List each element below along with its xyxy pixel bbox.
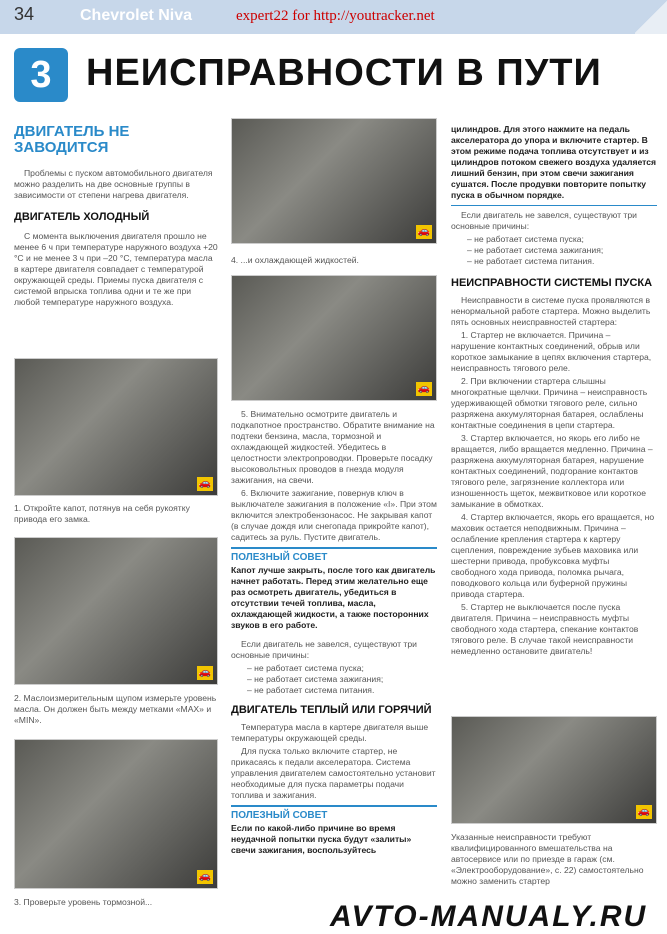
- tip-heading: ПОЛЕЗНЫЙ СОВЕТ: [231, 805, 437, 821]
- paragraph: Если двигатель не завелся, существуют три основные причины:: [451, 210, 637, 231]
- caption: 3. Проверьте уровень тормозной...: [14, 897, 153, 907]
- car-title: Chevrolet Niva: [80, 7, 193, 24]
- list-item: – не работает система питания.: [247, 685, 375, 695]
- page-corner: [635, 0, 667, 34]
- column-3: [451, 124, 657, 659]
- list-item: – не работает система питания.: [467, 256, 595, 266]
- tip-text: Если по какой-либо причине во время неудачной попытки пуска будут «залиты» свечи зажигания, воспользуйтесь: [231, 823, 412, 855]
- subheading-warm: ДВИГАТЕЛЬ ТЕПЛЫЙ ИЛИ ГОРЯЧИЙ: [231, 704, 432, 716]
- subheading-cold: ДВИГАТЕЛЬ ХОЛОДНЫЙ: [14, 211, 150, 223]
- column-1: [14, 124, 219, 310]
- photo-starter: [451, 716, 657, 824]
- car-icon: 🚗: [198, 478, 212, 489]
- subheading-starter: НЕИСПРАВНОСТИ СИСТЕМЫ ПУСКА: [451, 277, 653, 289]
- list-item: – не работает система пуска;: [467, 234, 584, 244]
- paragraph: Температура масла в картере двигателя выше температуры окружающей среды.: [231, 722, 429, 743]
- photo-brake-fluid: [14, 739, 218, 889]
- caption: 1. Откройте капот, потянув на себя рукоятку привода его замка.: [14, 503, 190, 524]
- list-item: – не работает система зажигания;: [467, 245, 604, 255]
- car-icon: 🚗: [417, 226, 431, 237]
- tip-text: Капот лучше закрыть, после того как двигатель начнет работать. Перед этим желательно еще раз осмотреть двигатель, убедиться в отсутствии течей топлива, масла, охлаждающей жидкости, а также посторонних звуков в его работе.: [231, 565, 436, 630]
- caption: 4. ...и охлаждающей жидкостей.: [231, 255, 359, 265]
- list-item: 1. Стартер не включается. Причина – нарушение контактных соединений, обрыв или короткое замыкание в цепях включения стартера, неисправность тягового реле.: [451, 330, 652, 373]
- paragraph: 5. Внимательно осмотрите двигатель и подкапотное пространство. Обратите внимание на подтеки бензина, масла, тормозной и охлаждающей жидкостей. Убедитесь в целостности электропроводки. Проверьте посадку высоковольтных проводов в гнезда модуля зажигания, на свечи.: [231, 409, 435, 485]
- paragraph: Если двигатель не завелся, существуют три основные причины:: [231, 639, 417, 660]
- page-number: 34: [14, 4, 35, 24]
- watermark-link[interactable]: expert22 for http://youtracker.net: [236, 8, 435, 24]
- footer-logo: AVTO-MANUALY.RU: [330, 900, 648, 933]
- photo-hood-latch: [14, 358, 218, 496]
- paragraph: Указанные неисправности требуют квалифицированного вмешательства на автосервисе или по приезде в гараж (см. «Электрооборудование», с. 22) самостоятельно можно заменить стартер: [451, 832, 644, 886]
- list-item: 2. При включении стартера слышны многократные щелчки. Причина – неисправность удерживающей обмотки тягового реле, сильно разряжена аккумуляторная батарея, ослаблены контактные соединения в цепи стартера.: [451, 376, 648, 430]
- photo-coolant: [231, 118, 437, 244]
- intro-text: Проблемы с пуском автомобильного двигателя можно разделить на две основные группы в зависимости от степени нагрева двигателя.: [14, 168, 213, 200]
- list-item: 5. Стартер не выключается после пуска двигателя. Причина – неисправность муфты свободного хода стартера, спекание контактов тягового реле. В случае такой неисправности немедленно остановите двигатель!: [451, 602, 639, 656]
- paragraph: Неисправности в системе пуска проявляются в ненормальной работе стартера. Можно выделить пять основных неисправностей стартера:: [451, 295, 651, 327]
- list-item: – не работает система зажигания;: [247, 674, 384, 684]
- car-icon: 🚗: [637, 806, 651, 817]
- car-icon: 🚗: [198, 667, 212, 678]
- tip-heading: ПОЛЕЗНЫЙ СОВЕТ: [231, 547, 437, 563]
- paragraph: С момента выключения двигателя прошло не менее 6 ч при температуре наружного воздуха +20 °С и не менее 3 ч при –20 °С, температура масла в картере двигателя совпадает с температурой окружающей среды. Приемы пуска двигателя с системой впрыска топлива одни и те же при любой температуре наружного воздуха.: [14, 231, 218, 307]
- photo-engine-bay: [231, 275, 437, 401]
- divider: [451, 205, 657, 206]
- list-item: 4. Стартер включается, якорь его вращается, но маховик остается неподвижным. Причина – ослабление крепления стартера к картеру сцепления, повреждение зубьев маховика или шестерни привода, пробуксовка муфты свободного хода привода, поломка рычага, поводкового кольца или буферной пружины привода стартера.: [451, 512, 655, 599]
- car-icon: 🚗: [417, 383, 431, 394]
- page-title: НЕИСПРАВНОСТИ В ПУТИ: [86, 52, 602, 94]
- list-item: – не работает система пуска;: [247, 663, 364, 673]
- header-bar: [0, 0, 667, 34]
- paragraph: 6. Включите зажигание, повернув ключ в выключателе зажигания в положение «I». При этом включится электробензонасос. Не закрывая капот (в случае дождя или снегопада прикройте капот), садитесь за руль. Пустите двигатель.: [231, 488, 437, 542]
- section-heading: ДВИГАТЕЛЬ НЕ ЗАВОДИТСЯ: [14, 123, 130, 156]
- caption: 2. Маслоизмерительным щупом измерьте уровень масла. Он должен быть между метками «MAX» и «MIN».: [14, 693, 217, 725]
- column-2: [231, 409, 437, 856]
- tip-text: цилиндров. Для этого нажмите на педаль акселератора до упора и включите стартер. В этом режиме подача топлива отсутствует и из цилиндров потоком свежего воздуха удаляется лишний бензин, при этом свечи зажигания сушатся. После продувки повторите попытку пуска в обычном порядке.: [451, 124, 657, 200]
- list-item: 3. Стартер включается, но якорь его либо не вращается, либо вращается медленно. Причина – разряжена аккумуляторная батарея, нарушение контактных соединений, подгорание контактов тягового реле, загрязнение коллектора или изношенность щеток, межвитковое или короткое замыкание в обмотках.: [451, 433, 653, 509]
- photo-oil-dipstick: [14, 537, 218, 685]
- car-icon: 🚗: [198, 871, 212, 882]
- chapter-number: 3: [14, 48, 68, 102]
- paragraph: Для пуска только включите стартер, не прикасаясь к педали акселератора. Система управления двигателем самостоятельно установит необходимые для пуска параметры подачи топлива и зажигания.: [231, 746, 436, 800]
